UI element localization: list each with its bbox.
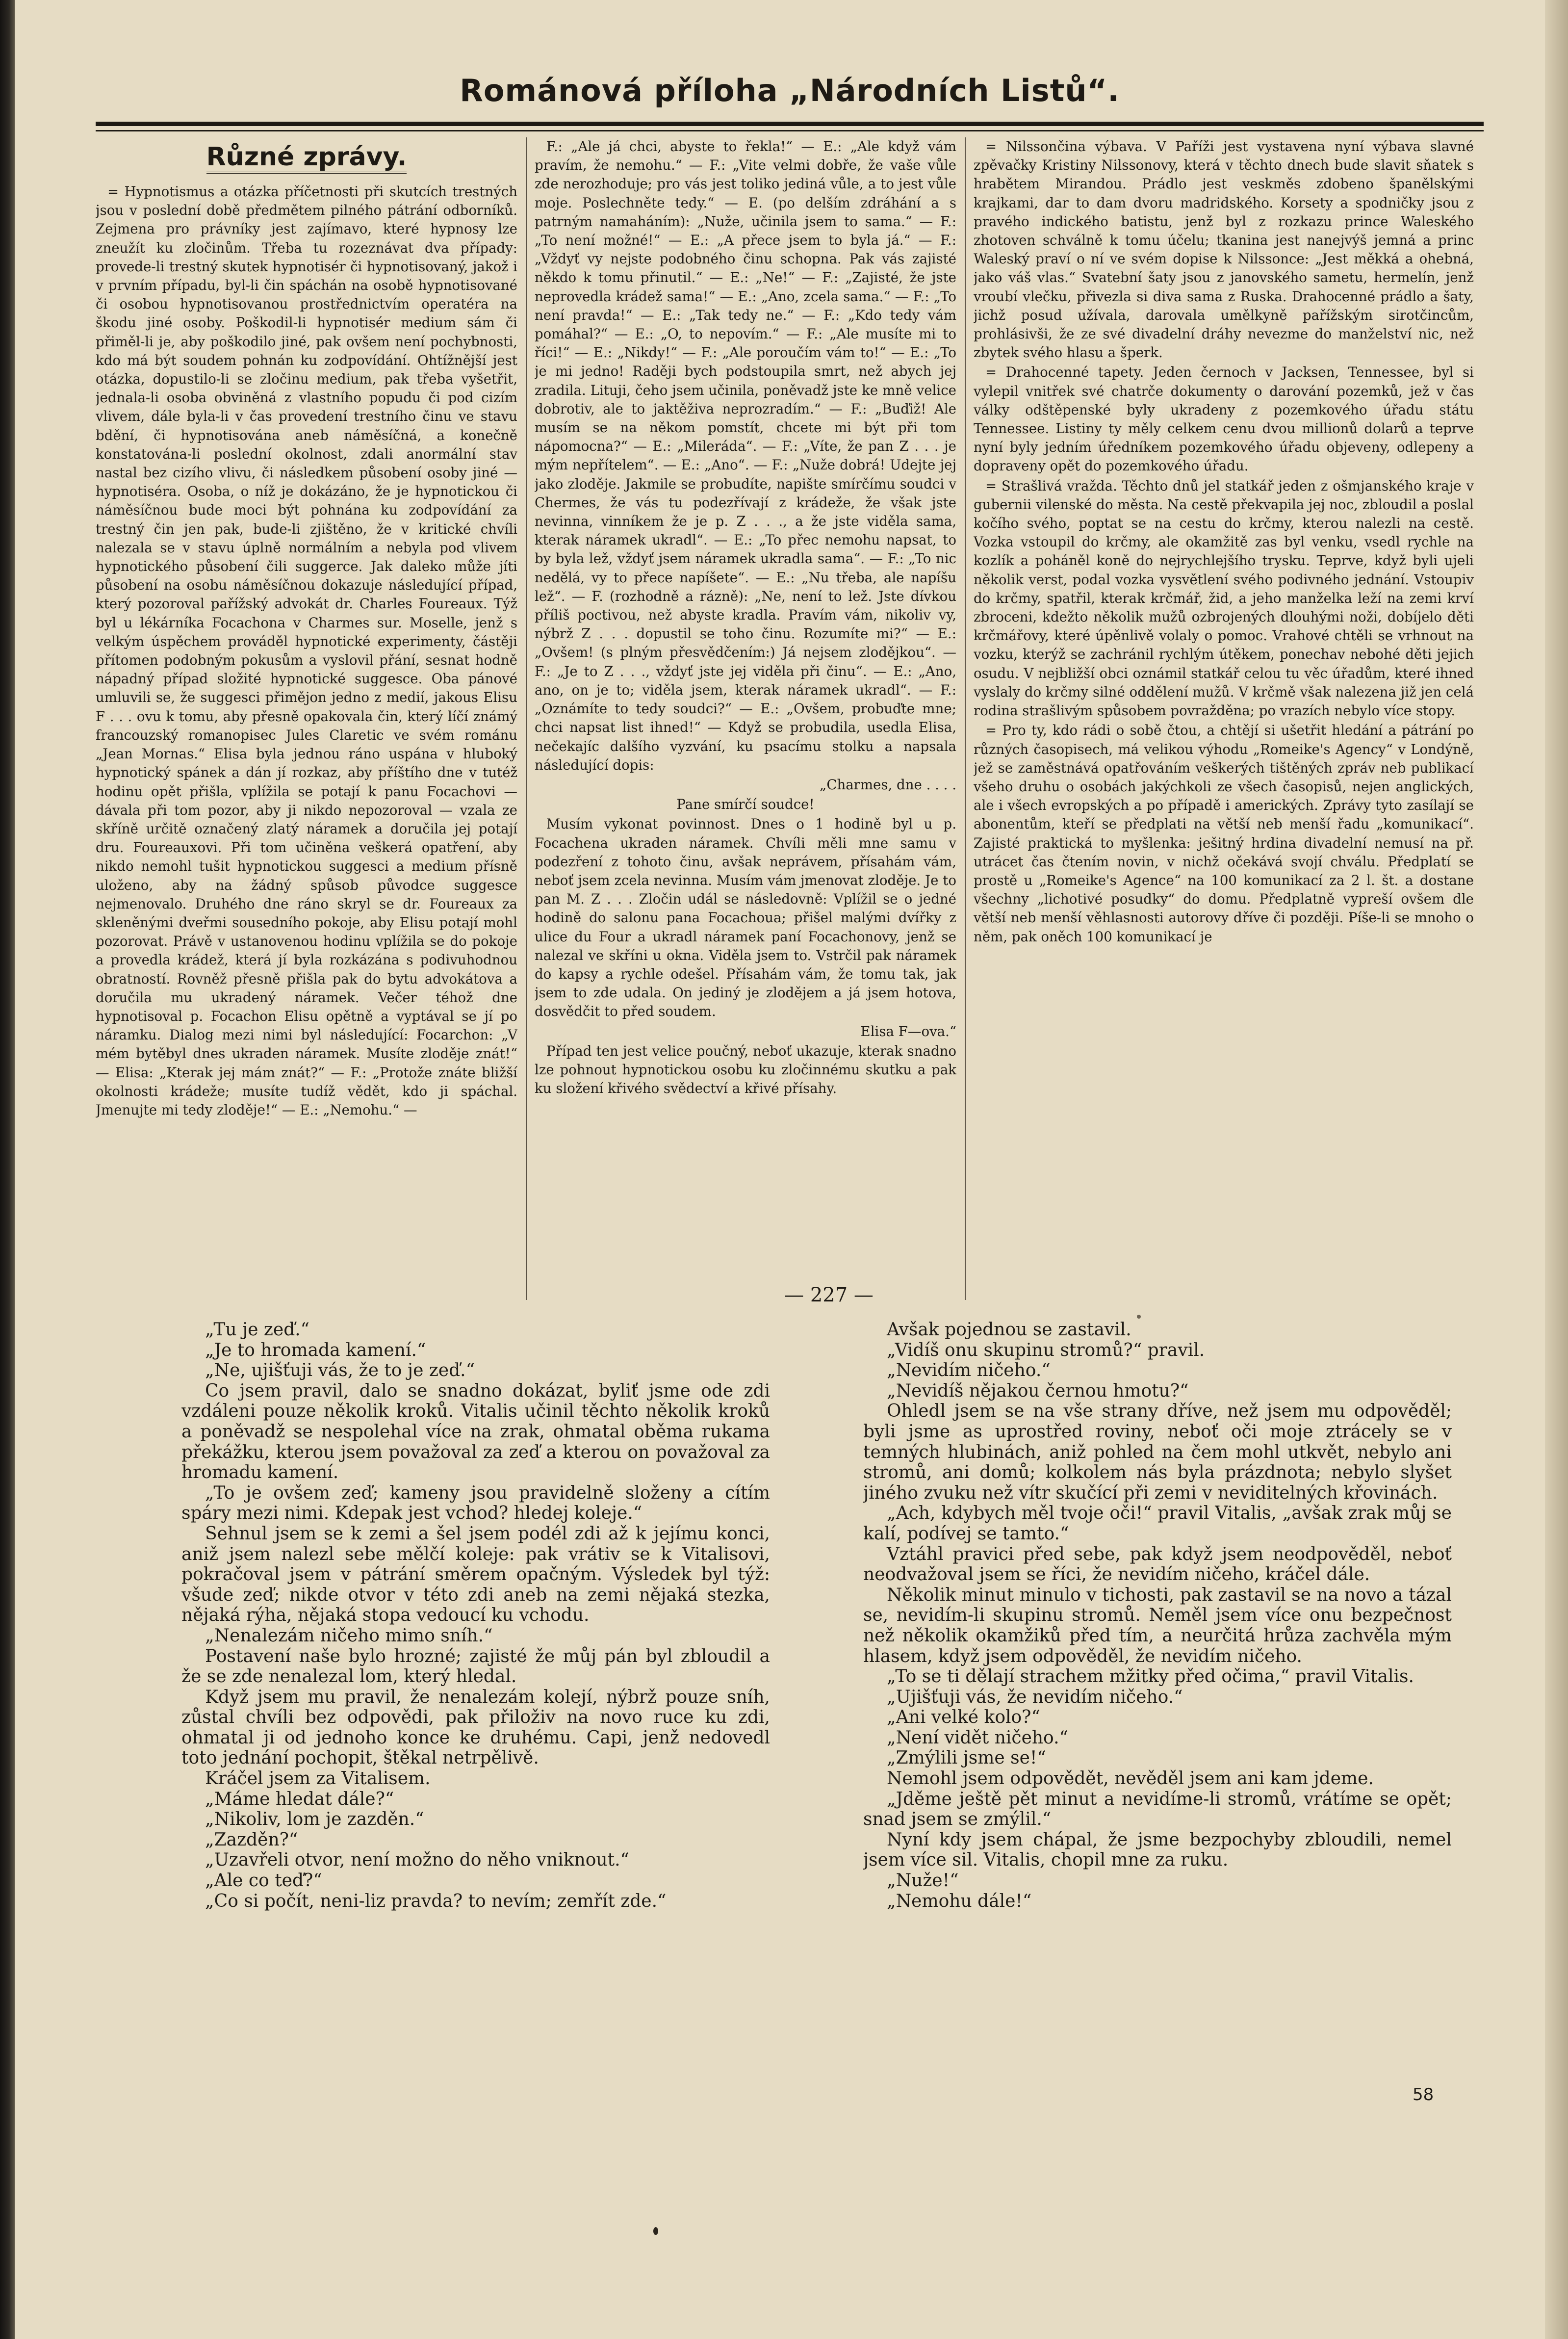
novel-paragraph: „Vidíš onu skupinu stromů?“ pravil. bbox=[887, 1340, 1205, 1360]
novel-column-left bbox=[181, 1320, 770, 2075]
novel-paragraph: „Nevidím ničeho.“ bbox=[887, 1360, 1051, 1381]
letter-body: Musím vykonat povinnost. Dnes o 1 hodině byl u p. Focachena ukraden náramek. Chvíli měli mne samu v podezření z tohoto činu, avšak neprávem, přísahám vám, neboť jsem zcela nevinna. Musím vám jmenovat zloděje. Je to pan M. Z . . . Zločin udál se následovně: Vplížil se o jedné hodině do salonu pana Focachoua; přišel malými dvířky z ulice du Four a ukradl náramek paní Focachonovy, jenž se nalezal ve skříni u okna. Viděla jsem to. Vstrčil pak náramek do kapsy a rychle odešel. Přísahám vám, že tomu tak, jak jsem to zde udala. On jediný je zlodějem a já jsem hotova, dosvědčit to před soudem. bbox=[535, 816, 956, 1020]
novel-paragraph: „Ne, ujišťuji vás, že to je zeď.“ bbox=[205, 1360, 475, 1381]
masthead-rule-thin bbox=[96, 130, 1484, 131]
masthead-rule-thick bbox=[96, 122, 1484, 126]
page-edge bbox=[1545, 0, 1568, 2339]
novel-paragraph: Ohledl jsem se na vše strany dříve, než jsem mu odpověděl; byli jsme as uprostřed roviny, neboť oči moje ztrácely se v temných hlubinách, aniž pohled na čem mohl utkvět, nebylo ani stromů, ani domů; kolkolem nás byla prázdnota; nebylo slyšet jiného zvuku než vítr skučící při zemi v neviditelných křovinách. bbox=[863, 1401, 1452, 1503]
letter-place-date: „Charmes, dne . . . . bbox=[820, 776, 956, 793]
novel-paragraph: Když jsem mu pravil, že nenalezám kolejí, nýbrž pouze sníh, zůstal chvíli bez odpovědi, pak přiloživ na novo ruce ku zdi, ohmatal ji od jednoho konce ke druhému. Capi, jenž nedovedl toto jednání pochopit, štěkal netrpělivě. bbox=[181, 1687, 770, 1768]
letter-signature: Elisa F—ova.“ bbox=[860, 1023, 956, 1040]
page-number: — 227 — bbox=[784, 1284, 874, 1306]
news-column-1 bbox=[96, 137, 517, 1300]
novel-paragraph: „Nevidíš nějakou černou hmotu?“ bbox=[887, 1380, 1189, 1401]
letter-salutation: Pane smírčí soudce! bbox=[676, 796, 815, 813]
news-column-3 bbox=[974, 137, 1474, 1300]
ink-spot bbox=[653, 2227, 658, 2235]
novel-paragraph: „Nemohu dále!“ bbox=[887, 1891, 1032, 1911]
novel-paragraph: „Nenalezám ničeho mimo sníh.“ bbox=[205, 1625, 493, 1646]
novel-paragraph: Kráčel jsem za Vitalisem. bbox=[205, 1768, 431, 1789]
supplement-page-top bbox=[96, 59, 1484, 1305]
section-title: Různé zprávy. bbox=[96, 141, 517, 173]
novel-paragraph: „Ach, kdybych měl tvoje oči!“ pravil Vitalis, „avšak zrak můj se kalí, podívej se tamto.“ bbox=[863, 1503, 1452, 1544]
novel-paragraph: Nemohl jsem odpovědět, nevěděl jsem ani kam jdeme. bbox=[887, 1768, 1374, 1789]
novel-paragraph: „Není vidět ničeho.“ bbox=[887, 1727, 1068, 1748]
masthead-title: Románová příloha „Národních Listů“. bbox=[460, 73, 1120, 108]
news-item-nilssonova: = Nilssončina výbava. V Paříži jest vystavena nyní výbava slavné zpěvačky Kristiny Nilssonovy, která v těchto dnech bude slavit sňatek s hrabětem Mirandou. Prádlo jest veskměs zdobeno španělskými krajkami, dar to dam dvoru madridského. Korsety a spodničky jsou z pravého indického batistu, jenž byl z rozkazu prince Waleského zhotoven schválně k tomu účelu; tkanina jest nanejvýš jemná a princ Waleský praví o ní ve svém dopise k Nilssonce: „Jest měkká a ohebná, jako váš vlas.“ Svatební šaty jsou z janovského sametu, hermelín, jenž vroubí vlečku, přivezla si diva sama z Ruska. Drahocenné prádlo a šaty, jichž posud užívala, darovala umělkyně pařížským sirotčincům, prohlásivši, že ze své divadelní dráhy nevezme do manželství nic, než zbytek svého hlasu a šperk. bbox=[974, 138, 1474, 361]
sheet-number: 58 bbox=[1413, 2085, 1434, 2105]
novel-paragraph: „Zazděn?“ bbox=[205, 1829, 298, 1850]
novel-column-right bbox=[863, 1320, 1452, 2075]
news-item-vrazda: = Strašlivá vražda. Těchto dnů jel statkář jeden z ošmjanského kraje v gubernii vilenské do města. Na cestě překvapila jej noc, zbloudil a poslal kočího svého, poptat se na cestu do krčmy, kterou nalezli na cestě. Vozka vstoupil do krčmy, ale okamžitě zas byl venku, vsedl rychle na kozlík a poháněl koně do nejrychlejšího trysku. Teprve, když byli ujeli několik verst, podal vozka vysvětlení svého podivného jednání. Vstoupiv do krčmy, spatřil, kterak krčmář, žid, a jeho manželka leží na zemi krví zbroceni, kdežto několik mužů ozbrojených dlouhými noži, dobíjelo děti krčmářovy, které úpěnlivě volaly o pomoc. Vrahové chtěli se vrhnout na vozku, kterýž se zachránil rychlým útěkem, ponechav nebohé děti jejich osudu. V nejbližší obci oznámil statkář celou tu věc úřadům, které ihned vyslaly do krčmy silné oddělení mužů. V krčmě však nalezena již jen celá rodina strašlivým spůsobem povražděna; po vrazích nebylo více stopy. bbox=[974, 477, 1474, 719]
novel-paragraph: „Je to hromada kamení.“ bbox=[205, 1340, 426, 1360]
news-column-2 bbox=[535, 137, 956, 1300]
ink-spot bbox=[1137, 1315, 1141, 1319]
novel-paragraph: Postavení naše bylo hrozné; zajisté že můj pán byl zbloudil a že se zde nenalezal lom, který hledal. bbox=[181, 1646, 770, 1687]
novel-paragraph: „Ale co teď?“ bbox=[205, 1871, 322, 1891]
dialog-continuation: F.: „Ale já chci, abyste to řekla!“ — E.: „Ale když vám pravím, že nemohu.“ — F.: „Vite velmi dobře, že vaše vůle zde nerozhoduje; pro vás jest toliko jediná vůle, a to jest vůle moje. Poslechněte tedy.“ — E. (po delším zdráhání a s patrným namaháním): „Nuže, učinila jsem to sama.“ — F.: „To není možné!“ — E.: „A přece jsem to byla já.“ — F.: „Vždyť vy nejste podobného činu schopna. Pak vás zajisté někdo k tomu přinutil.“ — E.: „Ne!“ — F.: „Zajisté, že jste neprovedla krádež sama!“ — E.: „Ano, zcela sama.“ — F.: „To není pravda!“ — E.: „Tak tedy ne.“ — F.: „Kdo tedy vám pomáhal?“ — E.: „O, to nepovím.“ — F.: „Ale musíte mi to říci!“ — E.: „Nikdy!“ — F.: „Ale poroučím vám to!“ — E.: „To je mi jedno! Raději bych podstoupila smrt, než abych jej zradila. Lituji, čeho jsem učinila, poněvadž jste ke mně velice dobrotiv, ale to jaktěživa neprozradím.“ — F.: „Buďiž! Ale musím se na někom pomstít, chcete mi být při tom nápomocna?“ — E.: „Mileráda“. — F.: „Víte, že pan Z . . . je mým nepřítelem“. — E.: „Ano“. — F.: „Nuže dobrá! Udejte jej jako zloděje. Jakmile se probudíte, napište smírčímu soudci v Chermes, že vás tu podezřívají z krádeže, že však jste nevinna, vinníkem že je p. Z . . ., a že jste viděla sama, kterak náramek ukradl“. — E.: „To přec nemohu napsat, to by byla lež, vždyť jsem náramek ukradla sama“. — F.: „To nic nedělá, vy to přece napíšete“. — E.: „Nu třeba, ale napíšu lež“. — F. (rozhodně a rázně): „Ne, není to lež. Jste dívkou příliš poctivou, než abyste kradla. Pravím vám, nikoliv vy, nýbrž Z . . . dopustil se toho činu. Rozumíte mi?“ — E.: „Ovšem! (s plným přesvědčením:) Já nejsem zlodějkou“. — F.: „Je to Z . . ., vždyť jste jej viděla při činu“. — E.: „Ano, ano, on je to; viděla jsem, kterak náramek ukradl“. — F.: „Oznámíte to tedy soudci?“ — E.: „Ovšem, probuďte mne; chci napsat list ihned!“ — Když se probudila, usedla Elisa, nečekajíc dalšího vyzvání, ku psacímu stolku a napsala následující dopis: bbox=[535, 138, 956, 773]
novel-paragraph: Sehnul jsem se k zemi a šel jsem podél zdi až k jejímu konci, aniž jsem nalezl sebe mělčí koleje: pak vrátiv se k Vitalisovi, pokračoval jsem v pátrání směrem opačným. Výsledek byl týž: všude zeď; nikde otvor v této zdi aneb na zemi nějaká stezka, nějaká rýha, nějaká stopa vedoucí ku vchodu. bbox=[181, 1523, 770, 1626]
novel-paragraph: „Nuže!“ bbox=[887, 1871, 959, 1891]
news-item-hypnotismus: = Hypnotismus a otázka příčetnosti při skutcích trestných jsou v poslední době předmětem pilného pátrání odborníků. Zejmena pro právníky jest zajímavo, které hypnosy lze zneužít ku zločinům. Třeba tu rozeznávat dva případy: provede-li trestný skutek hypnotisér či hypnotisovaný, jakož i v prvním případu, byl-li čin spáchán na osobě hypnotisované či osobou hypnotisovanou prostřednictvím operatéra na škodu jiné osoby. Poškodil-li hypnotisér medium sám či přiměl-li je, aby poškodilo jiné, pak ovšem není pochybnosti, kdo má být soudem pohnán ku zodpovídání. Ohtížnější jest otázka, dopustilo-li se zločinu medium, pak třeba vyšetřit, jednala-li osoba obviněná z vlastního popudu či pod cizím vlivem, dále byla-li v čas provedení trestního činu ve stavu bdění, či hypnotisována aneb náměsíčná, a konečně konstatována-li poslední okolnost, zdali anormální stav nastal bez cizího vlivu, či následkem působení osoby jiné — hypnotiséra. Osoba, o níž je dokázáno, že je hypnotickou či náměsíčnou bude moci být pohnána ku zodpovídání za trestný čin jen pak, bude-li zjištěno, že v kritické chvíli nalezala se v stavu úplně normálním a nebyla pod vlivem hypnotického působení čili suggerce. Jak daleko může jíti působení na osobu náměsíčnou dokazuje následující případ, který pozoroval pařížský advokát dr. Charles Foureaux. Týž byl u lékárníka Focachona v Charmes sur. Moselle, jenž s velkým úspěchem prováděl hypnotické experimenty, částěji přítomen podobným pokusům a vyslovil přání, sesnat hodně nápadný případ složité hypnotické suggesce. Oba pánové umluvili se, že suggesci přimějon jedno z medií, jakous Elisu F . . . ovu k tomu, aby přesně opakovala čin, který líčí známý francouzský romanopisec Jules Claretic ve svém románu „Jean Mornas.“ Elisa byla jednou ráno uspána v hluboký hypnotický spánek a dán jí rozkaz, aby příštího dne v tutéž hodinu opět přišla, vplížila se potají k panu Focachovi — dávala při tom pozor, aby ji nikdo nepozoroval — vzala ze skříně určitě označený zlatý náramek a doručila jej potají dru. Foureauxovi. Při tom učiněna veškerá opatření, aby nikdo nemohl tušit hypnotickou suggesci a medium přísně uloženo, aby na žádný spůsob původce suggesce nejmenovalo. Druhého dne ráno skryl se dr. Foureaux za skleněnými dveřmi sousedního pokoje, aby Elisu potají mohl pozorovat. Právě v ustanovenou hodinu vplížila se do pokoje a provedla krádež, která jí byla rozkázána s podivuhodnou obratností. Rovněž přesně přišla pak do bytu advokátova a doručila mu ukradený náramek. Večer téhož dne hypnotisoval p. Focachon Elisu opětně a vyptával se jí po náramku. Dialog mezi nimi byl následující: Focarchon: „V mém bytěbyl dnes ukraden náramek. Musíte zloděje znát!“ — Elisa: „Kterak jej mám znát?“ — F.: „Protože znáte bližší okolnosti krádeže; musíte tudíž vědět, kdo ji spáchal. Jmenujte mi tedy zloděje!“ — E.: „Nemohu.“ — bbox=[96, 183, 517, 1118]
novel-paragraph: „To se ti dělají strachem mžitky před očima,“ pravil Vitalis. bbox=[887, 1666, 1414, 1687]
novel-paragraph: „To je ovšem zeď; kameny jsou pravidelně složeny a cítím spáry mezi nimi. Kdepak jest vchod? hledej koleje.“ bbox=[181, 1482, 770, 1524]
novel-paragraph: „Máme hledat dále?“ bbox=[205, 1789, 394, 1809]
novel-paragraph: „Ujišťuji vás, že nevidím ničeho.“ bbox=[887, 1687, 1183, 1707]
novel-paragraph: Vztáhl pravici před sebe, pak když jsem neodpověděl, neboť neodvažoval jsem se říci, že nevidím ničeho, kráčel dále. bbox=[863, 1544, 1452, 1585]
news-item-conclusion: Případ ten jest velice poučný, neboť ukazuje, kterak snadno lze pohnout hypnotickou osobu ku zločinnému skutku a pak ku složení křivého svědectví a křivé přísahy. bbox=[535, 1042, 956, 1097]
novel-paragraph: Nyní kdy jsem chápal, že jsme bezpochyby zbloudili, nemel jsem více sil. Vitalis, chopil mne za ruku. bbox=[863, 1829, 1452, 1871]
column-divider bbox=[965, 137, 966, 1300]
news-item-romeike: = Pro ty, kdo rádi o sobě čtou, a chtějí si ušetřit hledání a pátrání po různých časopisech, má velikou výhodu „Romeike's Agency“ v Londýně, jež se zaměstnává opatřováním veškerých tištěných zpráv neb publikací všeho druhu o osobách jakýchkoli ze všech časopisů, nejen anglických, ale i všech evropských a po případě i amerických. Zprávy tyto zasílají se abonentům, kteří se předplati na větší neb menší řadu „komunikací“. Zajisté praktická to myšlenka: ješitný hrdina divadelní nemusí na př. utrácet čas čtením novin, v nichž očekává svojí chválu. Předplatí se prostě u „Romeike's Agence“ na 100 komunikací za 2 l. št. a dostane všechny „lichotivé posudky“ do domu. Předplatně vypreší ovšem dle větší neb menší věhlasnosti autorovy dříve či později. Píše-li se mnoho o něm, pak oněch 100 komunikací je bbox=[974, 722, 1474, 945]
novel-paragraph: „Nikoliv, lom je zazděn.“ bbox=[205, 1809, 424, 1830]
novel-paragraph: Několik minut minulo v tichosti, pak zastavil se na novo a tázal se, nevidím-li skupinu stromů. Neměl jsem více onu bezpečnost než několik okamžiků před tím, a neurčitá hrůza zachvěla mým hlasem, když jsem odpověděl, že nevidím ničeho. bbox=[863, 1585, 1452, 1666]
novel-paragraph: „Uzavřeli otvor, není možno do něho vniknout.“ bbox=[205, 1850, 629, 1871]
novel-paragraph: „Co si počít, neni-liz pravda? to nevím; zemřít zde.“ bbox=[205, 1891, 667, 1911]
novel-paragraph: Co jsem pravil, dalo se snadno dokázat, byliť jsme ode zdi vzdáleni pouze několik kroků. Vitalis učinil těchto několik kroků a poněvadž se nespolehal více na zrak, ohmatal oběma rukama překážku, kterou jsem považoval za zeď a kterou on považoval za hromadu kamení. bbox=[181, 1380, 770, 1483]
book-binding-shadow bbox=[0, 0, 15, 2339]
novel-paragraph: „Jděme ještě pět minut a nevidíme-li stromů, vrátíme se opět; snad jsem se zmýlil.“ bbox=[863, 1789, 1452, 1830]
news-item-tapety: = Drahocenné tapety. Jeden černoch v Jacksen, Tennessee, byl si vylepil vnitřek své chatrče dokumenty o darování pozemků, jež v čas války odštěpenské byly ukradeny z pozemkového úřadu státu Tennessee. Listiny ty měly celkem cenu dvou millionů dolarů a teprve nyní byly jedním úředníkem pozemkového úřadu objeveny, odlepeny a dopraveny opět do pozemkového úřadu. bbox=[974, 364, 1474, 474]
novel-paragraph: „Tu je zeď.“ bbox=[205, 1320, 310, 1340]
novel-page bbox=[181, 1280, 1476, 2198]
column-divider bbox=[526, 137, 527, 1300]
novel-paragraph: „Ani velké kolo?“ bbox=[887, 1707, 1040, 1728]
novel-paragraph: „Zmýlili jsme se!“ bbox=[887, 1748, 1046, 1768]
novel-paragraph: Avšak pojednou se zastavil. bbox=[887, 1320, 1131, 1340]
